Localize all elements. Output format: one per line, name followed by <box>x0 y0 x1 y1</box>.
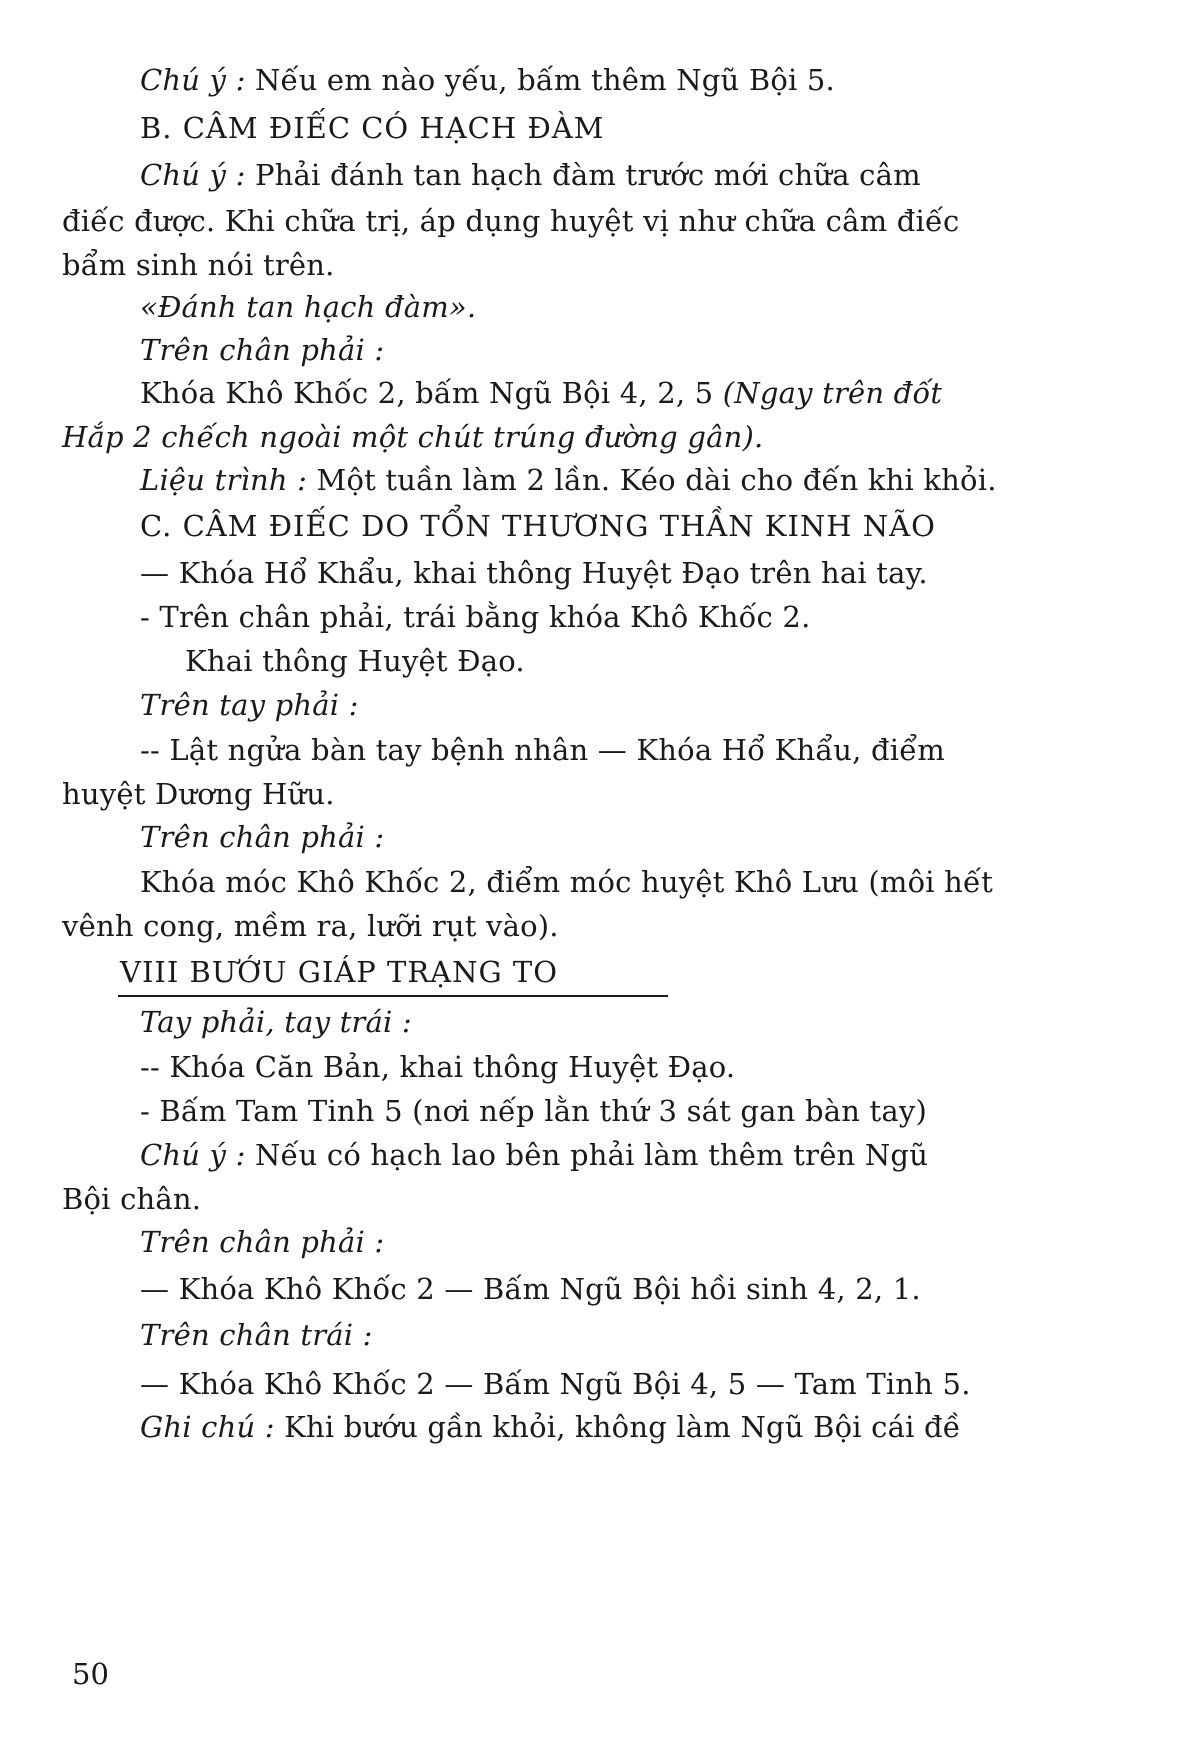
note-label: Ghi chú : <box>140 1410 275 1444</box>
note-text: Nếu em nào yếu, bấm thêm Ngũ Bội 5. <box>245 63 835 97</box>
list-item: -- Khóa Căn Bản, khai thông Huyệt Đạo. <box>140 1050 736 1084</box>
heading-underline <box>118 995 668 997</box>
subheading: Trên chân trái : <box>140 1318 373 1352</box>
text-line <box>140 376 942 410</box>
subheading: Trên tay phải : <box>140 688 359 722</box>
list-item: - Bấm Tam Tinh 5 (nơi nếp lằn thứ 3 sát gan bàn tay) <box>140 1094 927 1128</box>
note-label: Chú ý : <box>140 158 246 192</box>
note-text: Một tuần làm 2 lần. Kéo dài cho đến khi khỏi. <box>307 463 997 497</box>
text-line: Khai thông Huyệt Đạo. <box>185 644 525 678</box>
text-line <box>140 1410 961 1444</box>
note-text: Khi bướu gần khỏi, không làm Ngũ Bội cái đề <box>274 1410 961 1444</box>
section-heading-b: B. CÂM ĐIẾC CÓ HẠCH ĐÀM <box>140 111 605 145</box>
note-label: Liệu trình : <box>140 463 308 497</box>
list-item: -- Lật ngửa bàn tay bệnh nhân — Khóa Hổ Khẩu, điểm <box>140 733 945 767</box>
list-item: — Khóa Khô Khốc 2 — Bấm Ngũ Bội hồi sinh 4, 2, 1. <box>140 1272 921 1306</box>
text-line <box>140 1138 928 1172</box>
subheading: Trên chân phải : <box>140 820 385 854</box>
subheading: Trên chân phải : <box>140 333 385 367</box>
list-item: - Trên chân phải, trái bằng khóa Khô Khốc 2. <box>140 600 811 634</box>
note-text: Phải đánh tan hạch đàm trước mới chữa câm <box>245 158 921 192</box>
list-item: — Khóa Hổ Khẩu, khai thông Huyệt Đạo trên hai tay. <box>140 556 928 590</box>
text-line <box>140 463 997 497</box>
note-label: Chú ý : <box>140 63 246 97</box>
note-label: Chú ý : <box>140 1138 246 1172</box>
note-italic: (Ngay trên đốt <box>722 376 943 410</box>
text-line: điếc được. Khi chữa trị, áp dụng huyệt vị như chữa câm điếc <box>62 204 960 238</box>
text-line <box>140 158 921 192</box>
section-heading-c: C. CÂM ĐIẾC DO TỔN THƯƠNG THẦN KINH NÃO <box>140 509 936 543</box>
line-text: Khóa Khô Khốc 2, bấm Ngũ Bội 4, 2, 5 <box>140 376 723 410</box>
text-line: bẩm sinh nói trên. <box>62 248 335 282</box>
list-item: — Khóa Khô Khốc 2 — Bấm Ngũ Bội 4, 5 — Tam Tinh 5. <box>140 1367 971 1401</box>
note-text: Nếu có hạch lao bên phải làm thêm trên Ngũ <box>245 1138 929 1172</box>
text-line: vênh cong, mềm ra, lưỡi rụt vào). <box>62 909 559 943</box>
text-line: Bội chân. <box>62 1182 202 1216</box>
subheading: Trên chân phải : <box>140 1225 385 1259</box>
section-heading-viii: VIII BƯỚU GIÁP TRẠNG TO <box>120 955 559 989</box>
page-number: 50 <box>72 1657 109 1691</box>
text-line: Hắp 2 chếch ngoài một chút trúng đường gân). <box>62 420 764 454</box>
text-line <box>140 63 835 97</box>
subheading: Tay phải, tay trái : <box>140 1005 412 1039</box>
text-line: Khóa móc Khô Khốc 2, điểm móc huyệt Khô Lưu (môi hết <box>140 865 993 899</box>
text-line: huyệt Dương Hữu. <box>62 777 335 811</box>
subheading: «Đánh tan hạch đàm». <box>140 290 477 324</box>
